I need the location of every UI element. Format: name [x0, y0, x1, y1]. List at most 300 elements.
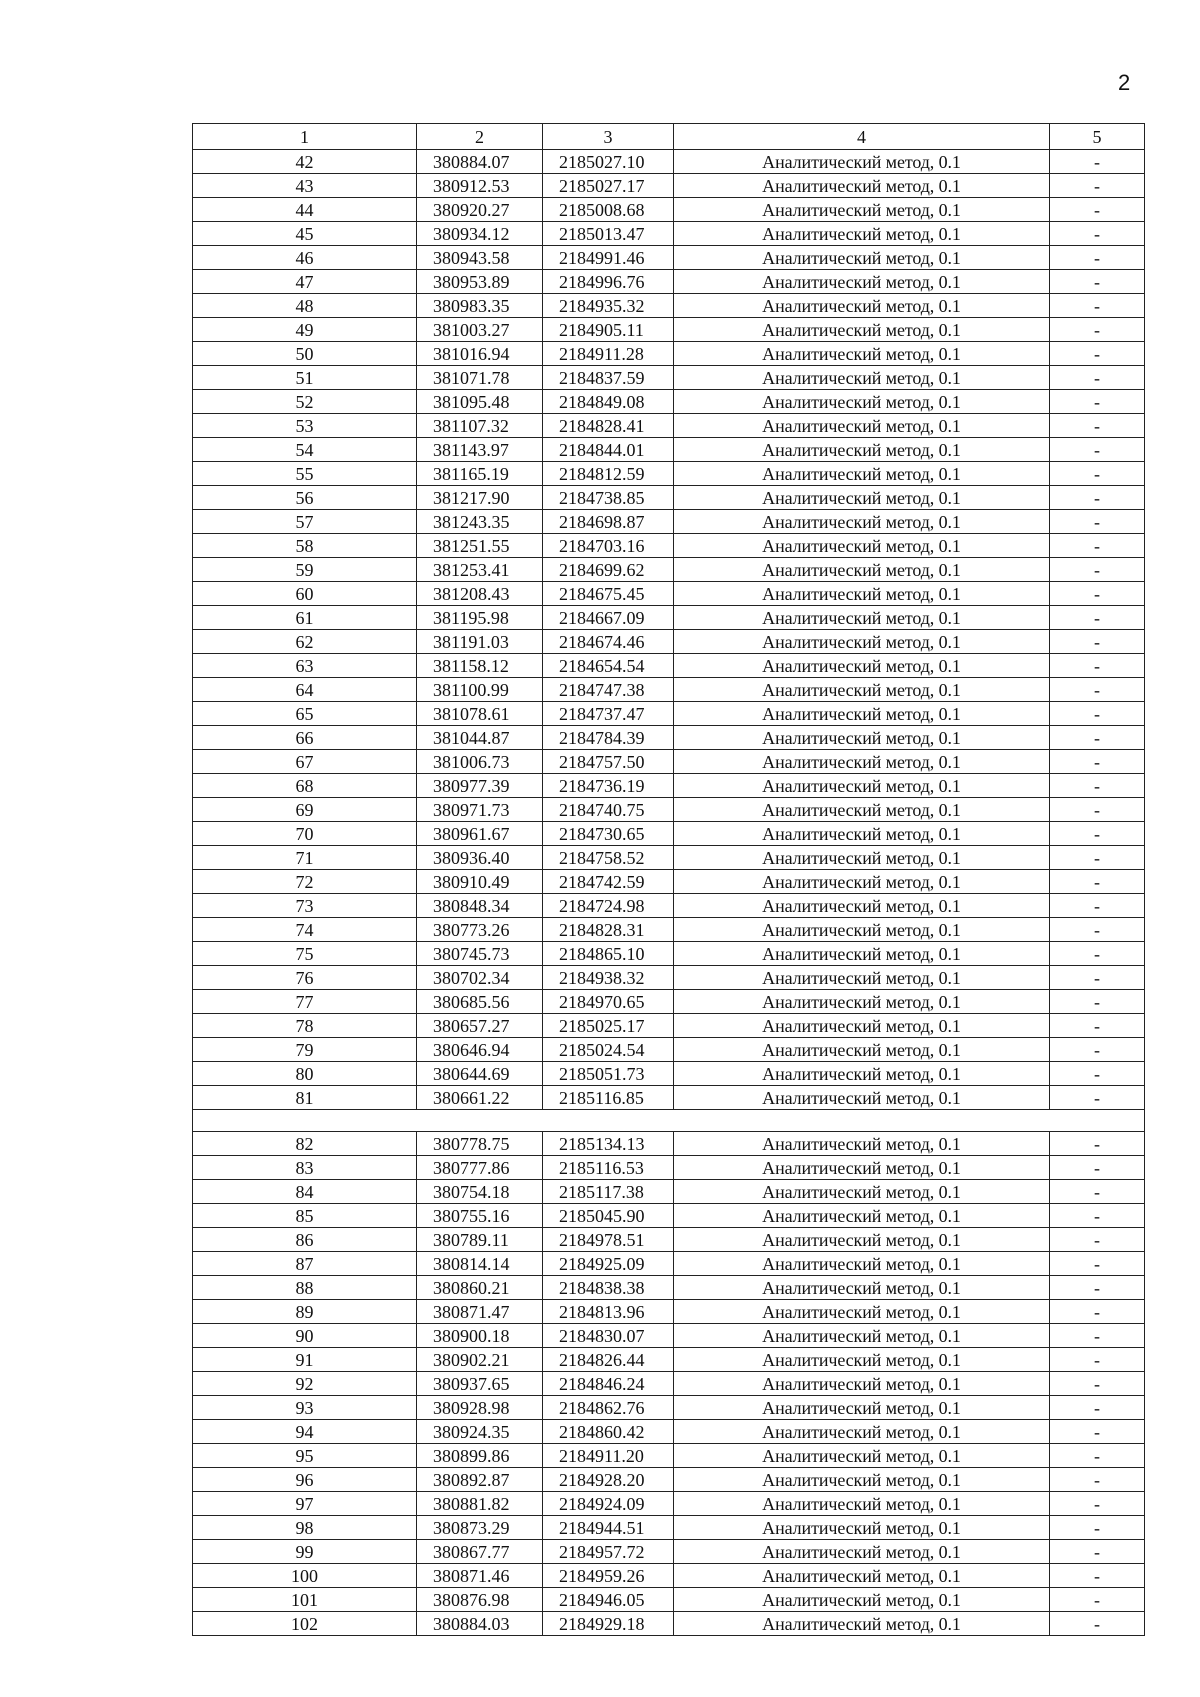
note-cell: - [1050, 438, 1145, 462]
method-cell: Аналитический метод, 0.1 [674, 822, 1050, 846]
method-cell: Аналитический метод, 0.1 [674, 1588, 1050, 1612]
point-number-cell: 42 [193, 150, 417, 174]
point-number-cell: 61 [193, 606, 417, 630]
point-number-cell: 95 [193, 1444, 417, 1468]
method-cell: Аналитический метод, 0.1 [674, 510, 1050, 534]
table-row [193, 1372, 1145, 1396]
method-cell: Аналитический метод, 0.1 [674, 270, 1050, 294]
note-cell: - [1050, 1180, 1145, 1204]
method-cell: Аналитический метод, 0.1 [674, 1540, 1050, 1564]
note-cell: - [1050, 1276, 1145, 1300]
table-row [193, 486, 1145, 510]
y-coordinate-cell: 2184830.07 [543, 1324, 674, 1348]
x-coordinate-cell: 380953.89 [417, 270, 543, 294]
point-number-cell: 86 [193, 1228, 417, 1252]
method-cell: Аналитический метод, 0.1 [674, 606, 1050, 630]
method-cell: Аналитический метод, 0.1 [674, 198, 1050, 222]
point-number-cell: 87 [193, 1252, 417, 1276]
note-cell: - [1050, 630, 1145, 654]
point-number-cell: 76 [193, 966, 417, 990]
y-coordinate-cell: 2185025.17 [543, 1014, 674, 1038]
method-cell: Аналитический метод, 0.1 [674, 1516, 1050, 1540]
x-coordinate-cell: 380934.12 [417, 222, 543, 246]
x-coordinate-cell: 380961.67 [417, 822, 543, 846]
table-row [193, 870, 1145, 894]
y-coordinate-cell: 2184924.09 [543, 1492, 674, 1516]
x-coordinate-cell: 381100.99 [417, 678, 543, 702]
y-coordinate-cell: 2184838.38 [543, 1276, 674, 1300]
point-number-cell: 53 [193, 414, 417, 438]
y-coordinate-cell: 2184991.46 [543, 246, 674, 270]
method-cell: Аналитический метод, 0.1 [674, 1444, 1050, 1468]
point-number-cell: 67 [193, 750, 417, 774]
method-cell: Аналитический метод, 0.1 [674, 294, 1050, 318]
method-cell: Аналитический метод, 0.1 [674, 1372, 1050, 1396]
note-cell: - [1050, 1444, 1145, 1468]
x-coordinate-cell: 381071.78 [417, 366, 543, 390]
method-cell: Аналитический метод, 0.1 [674, 750, 1050, 774]
note-cell: - [1050, 270, 1145, 294]
x-coordinate-cell: 380881.82 [417, 1492, 543, 1516]
y-coordinate-cell: 2185117.38 [543, 1180, 674, 1204]
point-number-cell: 90 [193, 1324, 417, 1348]
x-coordinate-cell: 381165.19 [417, 462, 543, 486]
method-cell: Аналитический метод, 0.1 [674, 174, 1050, 198]
method-cell: Аналитический метод, 0.1 [674, 870, 1050, 894]
table-row [193, 1204, 1145, 1228]
x-coordinate-cell: 380867.77 [417, 1540, 543, 1564]
table-row [193, 1180, 1145, 1204]
method-cell: Аналитический метод, 0.1 [674, 1204, 1050, 1228]
table-row [193, 1564, 1145, 1588]
table-row [193, 846, 1145, 870]
y-coordinate-cell: 2184784.39 [543, 726, 674, 750]
x-coordinate-cell: 380912.53 [417, 174, 543, 198]
x-coordinate-cell: 380871.46 [417, 1564, 543, 1588]
point-number-cell: 75 [193, 942, 417, 966]
point-number-cell: 45 [193, 222, 417, 246]
y-coordinate-cell: 2184860.42 [543, 1420, 674, 1444]
table-row [193, 534, 1145, 558]
table-row [193, 990, 1145, 1014]
x-coordinate-cell: 380745.73 [417, 942, 543, 966]
point-number-cell: 44 [193, 198, 417, 222]
note-cell: - [1050, 678, 1145, 702]
x-coordinate-cell: 381243.35 [417, 510, 543, 534]
table-row [193, 1038, 1145, 1062]
x-coordinate-cell: 380902.21 [417, 1348, 543, 1372]
table-row [193, 390, 1145, 414]
table-header-row [193, 124, 1145, 150]
note-cell: - [1050, 1420, 1145, 1444]
note-cell: - [1050, 462, 1145, 486]
point-number-cell: 100 [193, 1564, 417, 1588]
point-number-cell: 77 [193, 990, 417, 1014]
table-row [193, 1300, 1145, 1324]
table-row [193, 1276, 1145, 1300]
note-cell: - [1050, 798, 1145, 822]
y-coordinate-cell: 2185008.68 [543, 198, 674, 222]
method-cell: Аналитический метод, 0.1 [674, 462, 1050, 486]
point-number-cell: 91 [193, 1348, 417, 1372]
y-coordinate-cell: 2184826.44 [543, 1348, 674, 1372]
x-coordinate-cell: 381143.97 [417, 438, 543, 462]
table-row [193, 822, 1145, 846]
point-number-cell: 63 [193, 654, 417, 678]
x-coordinate-cell: 380873.29 [417, 1516, 543, 1540]
method-cell: Аналитический метод, 0.1 [674, 846, 1050, 870]
table-row [193, 294, 1145, 318]
method-cell: Аналитический метод, 0.1 [674, 1014, 1050, 1038]
x-coordinate-cell: 381158.12 [417, 654, 543, 678]
table-row [193, 894, 1145, 918]
x-coordinate-cell: 380899.86 [417, 1444, 543, 1468]
column-header: 1 [193, 124, 417, 150]
y-coordinate-cell: 2184698.87 [543, 510, 674, 534]
y-coordinate-cell: 2184862.76 [543, 1396, 674, 1420]
method-cell: Аналитический метод, 0.1 [674, 1396, 1050, 1420]
point-number-cell: 79 [193, 1038, 417, 1062]
column-header: 3 [543, 124, 674, 150]
note-cell: - [1050, 966, 1145, 990]
point-number-cell: 85 [193, 1204, 417, 1228]
note-cell: - [1050, 1086, 1145, 1110]
x-coordinate-cell: 380971.73 [417, 798, 543, 822]
point-number-cell: 102 [193, 1612, 417, 1636]
y-coordinate-cell: 2185051.73 [543, 1062, 674, 1086]
method-cell: Аналитический метод, 0.1 [674, 558, 1050, 582]
method-cell: Аналитический метод, 0.1 [674, 702, 1050, 726]
x-coordinate-cell: 380884.03 [417, 1612, 543, 1636]
y-coordinate-cell: 2184928.20 [543, 1468, 674, 1492]
point-number-cell: 78 [193, 1014, 417, 1038]
method-cell: Аналитический метод, 0.1 [674, 990, 1050, 1014]
y-coordinate-cell: 2184978.51 [543, 1228, 674, 1252]
table-row [193, 1468, 1145, 1492]
note-cell: - [1050, 942, 1145, 966]
table-row [193, 774, 1145, 798]
point-number-cell: 59 [193, 558, 417, 582]
y-coordinate-cell: 2185116.53 [543, 1156, 674, 1180]
point-number-cell: 96 [193, 1468, 417, 1492]
x-coordinate-cell: 381006.73 [417, 750, 543, 774]
x-coordinate-cell: 380871.47 [417, 1300, 543, 1324]
table-row [193, 918, 1145, 942]
y-coordinate-cell: 2184938.32 [543, 966, 674, 990]
x-coordinate-cell: 381251.55 [417, 534, 543, 558]
point-number-cell: 70 [193, 822, 417, 846]
y-coordinate-cell: 2184828.41 [543, 414, 674, 438]
table-row [193, 942, 1145, 966]
method-cell: Аналитический метод, 0.1 [674, 918, 1050, 942]
table-row [193, 246, 1145, 270]
y-coordinate-cell: 2184996.76 [543, 270, 674, 294]
method-cell: Аналитический метод, 0.1 [674, 654, 1050, 678]
x-coordinate-cell: 380657.27 [417, 1014, 543, 1038]
x-coordinate-cell: 380754.18 [417, 1180, 543, 1204]
note-cell: - [1050, 1156, 1145, 1180]
note-cell: - [1050, 846, 1145, 870]
method-cell: Аналитический метод, 0.1 [674, 1276, 1050, 1300]
table-row [193, 1420, 1145, 1444]
y-coordinate-cell: 2184747.38 [543, 678, 674, 702]
point-number-cell: 80 [193, 1062, 417, 1086]
method-cell: Аналитический метод, 0.1 [674, 1132, 1050, 1156]
table-row [193, 198, 1145, 222]
table-row [193, 150, 1145, 174]
table-row [193, 1396, 1145, 1420]
table-row [193, 318, 1145, 342]
x-coordinate-cell: 380983.35 [417, 294, 543, 318]
x-coordinate-cell: 381095.48 [417, 390, 543, 414]
method-cell: Аналитический метод, 0.1 [674, 582, 1050, 606]
note-cell: - [1050, 246, 1145, 270]
y-coordinate-cell: 2184758.52 [543, 846, 674, 870]
x-coordinate-cell: 380884.07 [417, 150, 543, 174]
method-cell: Аналитический метод, 0.1 [674, 1086, 1050, 1110]
point-number-cell: 52 [193, 390, 417, 414]
x-coordinate-cell: 381044.87 [417, 726, 543, 750]
point-number-cell: 71 [193, 846, 417, 870]
note-cell: - [1050, 1516, 1145, 1540]
note-cell: - [1050, 366, 1145, 390]
x-coordinate-cell: 381078.61 [417, 702, 543, 726]
method-cell: Аналитический метод, 0.1 [674, 678, 1050, 702]
x-coordinate-cell: 380773.26 [417, 918, 543, 942]
note-cell: - [1050, 150, 1145, 174]
point-number-cell: 56 [193, 486, 417, 510]
note-cell: - [1050, 918, 1145, 942]
point-number-cell: 82 [193, 1132, 417, 1156]
y-coordinate-cell: 2184757.50 [543, 750, 674, 774]
x-coordinate-cell: 380848.34 [417, 894, 543, 918]
point-number-cell: 51 [193, 366, 417, 390]
note-cell: - [1050, 558, 1145, 582]
method-cell: Аналитический метод, 0.1 [674, 630, 1050, 654]
method-cell: Аналитический метод, 0.1 [674, 1612, 1050, 1636]
x-coordinate-cell: 380920.27 [417, 198, 543, 222]
table-row [193, 654, 1145, 678]
x-coordinate-cell: 380900.18 [417, 1324, 543, 1348]
x-coordinate-cell: 380936.40 [417, 846, 543, 870]
note-cell: - [1050, 870, 1145, 894]
x-coordinate-cell: 380943.58 [417, 246, 543, 270]
method-cell: Аналитический метод, 0.1 [674, 774, 1050, 798]
point-number-cell: 73 [193, 894, 417, 918]
method-cell: Аналитический метод, 0.1 [674, 150, 1050, 174]
point-number-cell: 88 [193, 1276, 417, 1300]
point-number-cell: 97 [193, 1492, 417, 1516]
table-row [193, 582, 1145, 606]
x-coordinate-cell: 380977.39 [417, 774, 543, 798]
y-coordinate-cell: 2185045.90 [543, 1204, 674, 1228]
table-row [193, 1062, 1145, 1086]
note-cell: - [1050, 1396, 1145, 1420]
table-row [193, 798, 1145, 822]
column-header: 4 [674, 124, 1050, 150]
y-coordinate-cell: 2185116.85 [543, 1086, 674, 1110]
point-number-cell: 92 [193, 1372, 417, 1396]
x-coordinate-cell: 381195.98 [417, 606, 543, 630]
method-cell: Аналитический метод, 0.1 [674, 1420, 1050, 1444]
column-header: 5 [1050, 124, 1145, 150]
y-coordinate-cell: 2184742.59 [543, 870, 674, 894]
point-number-cell: 49 [193, 318, 417, 342]
method-cell: Аналитический метод, 0.1 [674, 942, 1050, 966]
point-number-cell: 84 [193, 1180, 417, 1204]
point-number-cell: 81 [193, 1086, 417, 1110]
note-cell: - [1050, 1132, 1145, 1156]
note-cell: - [1050, 534, 1145, 558]
y-coordinate-cell: 2184737.47 [543, 702, 674, 726]
table-row [193, 1516, 1145, 1540]
x-coordinate-cell: 380778.75 [417, 1132, 543, 1156]
y-coordinate-cell: 2185027.17 [543, 174, 674, 198]
column-header: 2 [417, 124, 543, 150]
table-row [193, 1492, 1145, 1516]
y-coordinate-cell: 2184929.18 [543, 1612, 674, 1636]
point-number-cell: 58 [193, 534, 417, 558]
method-cell: Аналитический метод, 0.1 [674, 1468, 1050, 1492]
table-row [193, 966, 1145, 990]
method-cell: Аналитический метод, 0.1 [674, 1228, 1050, 1252]
table-row [193, 606, 1145, 630]
x-coordinate-cell: 380814.14 [417, 1252, 543, 1276]
point-number-cell: 69 [193, 798, 417, 822]
method-cell: Аналитический метод, 0.1 [674, 798, 1050, 822]
note-cell: - [1050, 510, 1145, 534]
point-number-cell: 68 [193, 774, 417, 798]
table-row [193, 438, 1145, 462]
method-cell: Аналитический метод, 0.1 [674, 246, 1050, 270]
method-cell: Аналитический метод, 0.1 [674, 1252, 1050, 1276]
note-cell: - [1050, 414, 1145, 438]
x-coordinate-cell: 380924.35 [417, 1420, 543, 1444]
point-number-cell: 98 [193, 1516, 417, 1540]
note-cell: - [1050, 774, 1145, 798]
point-number-cell: 64 [193, 678, 417, 702]
point-number-cell: 65 [193, 702, 417, 726]
method-cell: Аналитический метод, 0.1 [674, 486, 1050, 510]
note-cell: - [1050, 654, 1145, 678]
table-row [193, 1132, 1145, 1156]
point-number-cell: 101 [193, 1588, 417, 1612]
table-row [193, 366, 1145, 390]
table-row [193, 726, 1145, 750]
point-number-cell: 46 [193, 246, 417, 270]
x-coordinate-cell: 380755.16 [417, 1204, 543, 1228]
table-row [193, 558, 1145, 582]
method-cell: Аналитический метод, 0.1 [674, 1324, 1050, 1348]
x-coordinate-cell: 380876.98 [417, 1588, 543, 1612]
note-cell: - [1050, 294, 1145, 318]
x-coordinate-cell: 380644.69 [417, 1062, 543, 1086]
y-coordinate-cell: 2184846.24 [543, 1372, 674, 1396]
point-number-cell: 99 [193, 1540, 417, 1564]
x-coordinate-cell: 380892.87 [417, 1468, 543, 1492]
point-number-cell: 62 [193, 630, 417, 654]
y-coordinate-cell: 2184738.85 [543, 486, 674, 510]
table-row [193, 1348, 1145, 1372]
x-coordinate-cell: 380685.56 [417, 990, 543, 1014]
y-coordinate-cell: 2184812.59 [543, 462, 674, 486]
note-cell: - [1050, 1062, 1145, 1086]
table-row [193, 750, 1145, 774]
method-cell: Аналитический метод, 0.1 [674, 1300, 1050, 1324]
y-coordinate-cell: 2184674.46 [543, 630, 674, 654]
y-coordinate-cell: 2185134.13 [543, 1132, 674, 1156]
note-cell: - [1050, 1588, 1145, 1612]
x-coordinate-cell: 380777.86 [417, 1156, 543, 1180]
section-separator-row [193, 1110, 1145, 1132]
note-cell: - [1050, 1492, 1145, 1516]
note-cell: - [1050, 1014, 1145, 1038]
point-number-cell: 55 [193, 462, 417, 486]
table-row [193, 414, 1145, 438]
method-cell: Аналитический метод, 0.1 [674, 1038, 1050, 1062]
coordinates-table-body [193, 124, 1145, 1636]
point-number-cell: 94 [193, 1420, 417, 1444]
y-coordinate-cell: 2184911.28 [543, 342, 674, 366]
note-cell: - [1050, 702, 1145, 726]
point-number-cell: 66 [193, 726, 417, 750]
method-cell: Аналитический метод, 0.1 [674, 366, 1050, 390]
method-cell: Аналитический метод, 0.1 [674, 222, 1050, 246]
note-cell: - [1050, 1612, 1145, 1636]
y-coordinate-cell: 2185027.10 [543, 150, 674, 174]
method-cell: Аналитический метод, 0.1 [674, 534, 1050, 558]
y-coordinate-cell: 2184957.72 [543, 1540, 674, 1564]
table-row [193, 1228, 1145, 1252]
x-coordinate-cell: 381016.94 [417, 342, 543, 366]
x-coordinate-cell: 380702.34 [417, 966, 543, 990]
y-coordinate-cell: 2184925.09 [543, 1252, 674, 1276]
method-cell: Аналитический метод, 0.1 [674, 1180, 1050, 1204]
y-coordinate-cell: 2184736.19 [543, 774, 674, 798]
table-row [193, 1444, 1145, 1468]
method-cell: Аналитический метод, 0.1 [674, 966, 1050, 990]
y-coordinate-cell: 2185013.47 [543, 222, 674, 246]
y-coordinate-cell: 2184699.62 [543, 558, 674, 582]
x-coordinate-cell: 381208.43 [417, 582, 543, 606]
y-coordinate-cell: 2184667.09 [543, 606, 674, 630]
note-cell: - [1050, 342, 1145, 366]
table-row [193, 1252, 1145, 1276]
note-cell: - [1050, 726, 1145, 750]
y-coordinate-cell: 2184828.31 [543, 918, 674, 942]
method-cell: Аналитический метод, 0.1 [674, 342, 1050, 366]
x-coordinate-cell: 380928.98 [417, 1396, 543, 1420]
note-cell: - [1050, 894, 1145, 918]
note-cell: - [1050, 222, 1145, 246]
method-cell: Аналитический метод, 0.1 [674, 1156, 1050, 1180]
method-cell: Аналитический метод, 0.1 [674, 1564, 1050, 1588]
y-coordinate-cell: 2184946.05 [543, 1588, 674, 1612]
table-row [193, 630, 1145, 654]
point-number-cell: 89 [193, 1300, 417, 1324]
point-number-cell: 47 [193, 270, 417, 294]
note-cell: - [1050, 1324, 1145, 1348]
x-coordinate-cell: 381003.27 [417, 318, 543, 342]
note-cell: - [1050, 822, 1145, 846]
note-cell: - [1050, 606, 1145, 630]
y-coordinate-cell: 2184844.01 [543, 438, 674, 462]
x-coordinate-cell: 381253.41 [417, 558, 543, 582]
note-cell: - [1050, 1300, 1145, 1324]
table-row [193, 342, 1145, 366]
y-coordinate-cell: 2184837.59 [543, 366, 674, 390]
note-cell: - [1050, 1038, 1145, 1062]
